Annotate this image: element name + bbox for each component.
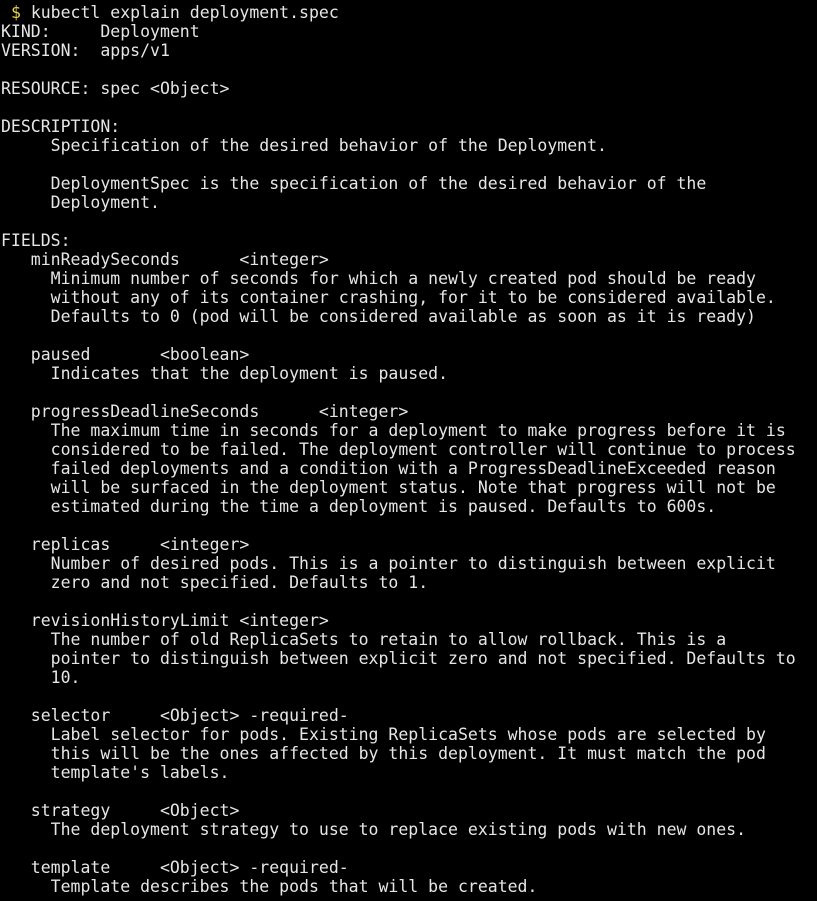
- output-line: Defaults to 0 (pod will be considered available as soon as it is ready): [1, 307, 756, 326]
- output-line: KIND: Deployment: [1, 22, 200, 41]
- output-line: selector <Object> -required-: [1, 706, 349, 725]
- prompt-symbol: $: [10, 3, 21, 22]
- output-line: DESCRIPTION:: [1, 117, 121, 136]
- output-line: RESOURCE: spec <Object>: [1, 79, 230, 98]
- command-text: kubectl explain deployment.spec: [30, 3, 339, 22]
- output-line: template <Object> -required-: [1, 858, 349, 877]
- output-line: [1, 592, 817, 611]
- output-line: Label selector for pods. Existing ReplicaSets whose pods are selected by: [1, 725, 766, 744]
- output-line: will be surfaced in the deployment status. Note that progress will not be: [1, 478, 776, 497]
- output-line: 10.: [1, 668, 81, 687]
- output-line: DeploymentSpec is the specification of the desired behavior of the: [1, 174, 707, 193]
- output-line: pointer to distinguish between explicit zero and not specified. Defaults to: [1, 649, 796, 668]
- output-line: estimated during the time a deployment is paused. Defaults to 600s.: [1, 497, 717, 516]
- output-line: replicas <integer>: [1, 535, 250, 554]
- output-line: [1, 687, 817, 706]
- output-line: [1, 326, 817, 345]
- command-output: [1, 22, 817, 896]
- output-line: VERSION: apps/v1: [1, 41, 170, 60]
- output-line: Deployment.: [1, 193, 160, 212]
- output-line: failed deployments and a condition with a ProgressDeadlineExceeded reason: [1, 459, 776, 478]
- output-line: progressDeadlineSeconds <integer>: [1, 402, 409, 421]
- output-line: The maximum time in seconds for a deployment to make progress before it is: [1, 421, 786, 440]
- output-line: Specification of the desired behavior of the Deployment.: [1, 136, 607, 155]
- output-line: strategy <Object>: [1, 801, 240, 820]
- output-line: [1, 155, 817, 174]
- output-line: considered to be failed. The deployment controller will continue to process: [1, 440, 796, 459]
- output-line: [1, 212, 817, 231]
- output-line: [1, 782, 817, 801]
- output-line: FIELDS:: [1, 231, 71, 250]
- output-line: minReadySeconds <integer>: [1, 250, 329, 269]
- output-line: paused <boolean>: [1, 345, 250, 364]
- output-line: [1, 839, 817, 858]
- output-line: Template describes the pods that will be created.: [1, 877, 538, 896]
- output-line: The deployment strategy to use to replace existing pods with new ones.: [1, 820, 747, 839]
- output-line: template's labels.: [1, 763, 230, 782]
- output-line: [1, 60, 817, 79]
- output-line: Number of desired pods. This is a pointer to distinguish between explicit: [1, 554, 776, 573]
- output-line: this will be the ones affected by this deployment. It must match the pod: [1, 744, 766, 763]
- output-line: without any of its container crashing, for it to be considered available.: [1, 288, 776, 307]
- output-line: Minimum number of seconds for which a newly created pod should be ready: [1, 269, 756, 288]
- output-line: [1, 98, 817, 117]
- output-line: The number of old ReplicaSets to retain to allow rollback. This is a: [1, 630, 727, 649]
- output-line: Indicates that the deployment is paused.: [1, 364, 449, 383]
- output-line: zero and not specified. Defaults to 1.: [1, 573, 429, 592]
- output-line: revisionHistoryLimit <integer>: [1, 611, 329, 630]
- command-line: [1, 3, 817, 22]
- output-line: [1, 383, 817, 402]
- output-line: [1, 516, 817, 535]
